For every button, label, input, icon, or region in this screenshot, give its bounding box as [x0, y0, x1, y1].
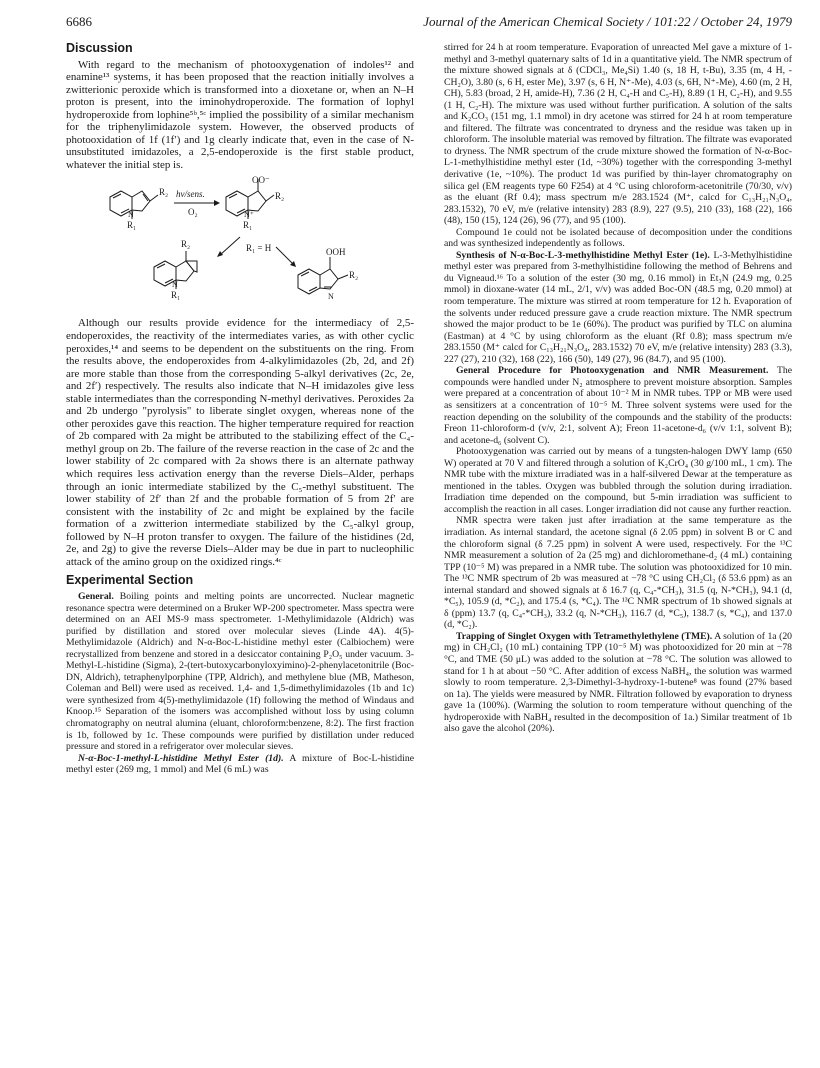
synthesis-1e-heading: Synthesis of N-α-Boc-L-3-methylhistidine Methyl Ester (1e). — [456, 249, 710, 261]
reaction-arrow-2 — [220, 237, 240, 255]
right-paragraph-6: NMR spectra were taken just after irradiation at the same temperature as the irradiation. As internal standard, the acetone signal (δ 2.05 ppm) in solvent B or C and the chloroform signal (δ 7.25 ppm) in solvent A were used, respectively. For the ¹³C NMR measurement a solution of 2a (25 mg) and dichloromethane-d₂ (4 mL) containing TPP (10⁻⁵ M) was prepared in a NMR tube. The solution was photooxidized for 10 min. The ¹³C NMR spectrum of 2b was measured at −78 °C using CH₂Cl₂ (δ 53.6 ppm) as an internal standard and showed signals at δ 16.7 (q, C₄-*CH₃), 31.5 (q, N-*CH₃), 94.1 (d, *C₅), 105.9 (d, *C₂), and 175.4 (s, *C₄). The ¹³C NMR spectrum of 1b showed signals at δ (ppm) 13.7 (q, C₄-*CH₃), 33.2 (q, N-*CH₃), 116.7 (d, *C₅), 138.7 (s, *C₄), and 137.0 (d, *C₂). — [444, 515, 792, 631]
discussion-paragraph-2: Although our results provide evidence for the intermediacy of 2,5-endoperoxides, the reactivity of the intermediates varies, as with other cyclic peroxides,¹⁴ and seems to be dependent on the substituents on the ring. From the results above, the endoperoxides from 4-alkylimidazoles (2b, 2d, and 2f) are more stable than those from the corresponding 5-alkyl derivatives (2c, 2e, and 2f′) respectively. The results also indicate that N–H imidazoles give less stable intermediates than the corresponding N-methyl derivatives. Peroxides 2a and 2b undergo "pyrolysis" to liberate singlet oxygen, whereas none of the other peroxides gave this reaction. The higher temperature required for reaction of 2b compared with 2a might be attributed to the stabilizing effect of the C₄-methyl group on 2b. The failure of the reverse reaction in the case of 2c and the lower stability of 2c compared with 2a shows there is an alternate pathway which requires less activation energy than the reverse Diels–Alder, perhaps through an ionic intermediate stabilized by the C₅-methyl substituent. The lower stability of 2f′ than 2f and the probable formation of 5 from 2f′ are consistent with the instability of 2c and might be explained by the facile formation of a zwitterion intermediate stabilized by the C₅-alkyl group, followed by N–H proton transfer to oxygen. The failure of the histidines (2d, 2e, and 2g) to give the reverse Diels–Alder may be due in part to nucleophilic attack of the amino group on the oxidized rings.⁴ᶜ — [66, 317, 414, 568]
left-column — [66, 42, 414, 776]
boc-paragraph — [66, 753, 414, 776]
hydroperoxide-structure — [298, 257, 348, 294]
photooxygenation-heading: General Procedure for Photooxygenation and NMR Measurement. — [456, 365, 769, 377]
right-paragraph-1: stirred for 24 h at room temperature. Evaporation of unreacted MeI gave a mixture of 1-methyl and 3-methyl quaternary salts of 1d in a quantitative yield. The NMR spectrum of the mixture showed signals at δ (CDCl₃, Me₄Si) 1.40 (s, 18 H, t-Bu), 3.35 (m, 4 H, -CH₂O), 3.80 (s, 6 H, ester Me), 3.97 (s, 6 H, N⁺-Me), 4.03 (s, 6H, N⁺-Me), 4.60 (m, 2 H, CH), 5.83 (broad, 2 H, amide-H), 7.36 (2 H, C₄-H and C₅-H), 8.89 (1 H, C₂-H), and 9.55 (1 H, C₂-H). The mixture was used without further purification. A solution of the salts and K₂CO₃ (151 mg, 1.1 mmol) in dry acetone was stirred for 24 h at room temperature and filtered. The filtrate was concentrated to dryness and the residue was taken up in chloroform. The insoluble material was removed by filtration. The filtrate was evaporated to dryness. The NMR spectrum of the crude mixture showed the formation of N-α-Boc-L-1-methylhistidine methyl ester (1d, ~30%) together with the corresponding 3-methyl derivative (1e, ~10%). The product 1d was purified by thin-layer chromatography on silica gel (EM reagents type 60 F254) at 4 °C using chloroform-acetonitrile (70/30, v/v) as the eluant (Rf 0.4); mass spectrum m/e 283.1524 (M⁺, calcd for C₁₃H₂₁N₃O₄, 283.1532), 70 eV, m/e (relative intensity) 283 (8.9), 227 (9.5), 210 (33), 168 (22), 166 (48), 150 (15), 124 (26), 96 (77), and 95 (100). — [444, 42, 793, 227]
photooxygenation-text: The compounds were handled under N₂ atmosphere to prevent moisture absorption. Samples were prepared at a concentration of about 10⁻² M in NMR tubes. TPP or MB were used as sensitizers at a concentration of 10⁻⁵ M. Three solvent systems were used for the reaction depending on the solubility of the compounds and the stability of the products: Freon 11-chloroform-d (v/v, 2:1, solvent A); Freon 11-acetone-d₆ (v/v 1:1, solvent B); and acetone-d₆ (solvent C). — [444, 365, 792, 446]
n-label-dioxetane: N — [172, 280, 178, 290]
discussion-heading: Discussion — [66, 41, 133, 55]
trapping-heading: Trapping of Singlet Oxygen with Tetramethylethylene (TME). — [456, 630, 713, 642]
n-label-hydroperoxide: N — [328, 292, 334, 302]
n-label-reactant: N — [128, 210, 134, 220]
o2-label: O₂ — [188, 207, 198, 218]
boc-text: A mixture of Boc-L-histidine methyl ester (269 mg, 1 mmol) and MeI (6 mL) was — [66, 752, 414, 776]
arrowhead-1 — [214, 200, 220, 206]
right-column — [444, 42, 792, 735]
trapping-text: A solution of 1a (20 mg) in CH₂Cl₂ (10 mL) containing TPP (10⁻⁵ M) was photooxidized for 20 min at −78 °C, and TME (50 μL) was added to the solution at −78 °C. The solution was allowed to stand for 1 h at about −50 °C. After addition of excess NaBH₄, the solution was warmed slowly to room temperature. 2,3-Dimethyl-3-hydroxy-1-butene⁸ was found (27% based on 1a). The yields were measured by NMR. Filtration followed by evaporation to dryness gave 1a (100%). (Warming the solution to room temperature without quenching of the hydroperoxide with NaBH₄ resulted in the decomposition of 1a.) Similar treatment of 1b also gave the alcohol (20%). — [444, 630, 793, 735]
reaction-scheme-drawing — [66, 175, 414, 309]
right-paragraph-4 — [444, 365, 792, 446]
right-paragraph-2: Compound 1e could not be isolated because of decomposition under the conditions and was synthesized independently as follows. — [444, 226, 792, 250]
arrowhead-2 — [217, 251, 223, 257]
discussion-paragraph-1: With regard to the mechanism of photooxygenation of indoles¹² and enamine¹³ systems, it has been proposed that the reaction initially involves a zwitterionic peroxide which is transformed into a dioxetane or, when an N–H proton is present, into the iminohydroperoxide. The formation of lophyl hydroperoxide from lophine⁵ᵇ,⁵ᶜ implied the possibility of a similar mechanism for the triphenylimidazole system. However, the observed products of photooxidation of 1f (1f′) and 1g clearly indicate that, even in the case of N-unsubstituted imidazoles, a 2,5-endoperoxide is the first stable product, whatever the initial step is. — [66, 58, 414, 171]
page-number: 6686 — [66, 14, 92, 29]
right-paragraph-5: Photooxygenation was carried out by means of a tungsten-halogen DWY lamp (650 W) operated at 70 V and filtered through a solution of K₂CrO₄ (30 g/100 mL, 1 cm). The NMR tube with the mixture irradiated was in a half-silvered Dewar at the temperature as mentioned in the tables. Oxygen was bubbled through the solution during irradiation. Irradiation time depended on the compound, but 5-min irradiation was sufficient to accomplish the reaction in all cases. Longer irradiation did not cause any further reaction. — [444, 446, 792, 515]
experimental-text — [66, 591, 414, 776]
r1-label-zwitterion: R₁ — [243, 220, 253, 231]
general-text: Boiling points and melting points are uncorrected. Nuclear magnetic resonance spectra were determined on a Bruker WP-200 spectrometer. Mass spectra were determined on an AEI MS-9 mass spectrometer. 1-Methylimidazole (Aldrich) was purified by distillation and stored over molecular sieves (Linde 4A). 4(5)-Methylimidazole (Aldrich) and N-α-Boc-L-histidine methyl ester (Calbiochem) were recrystallized from benzene and stored in a desiccator containing P₂O₅ under vacuum. 3-Methyl-L-histidine (Sigma), 2-(tert-butoxycarbonyloxyimino)-2-phenylacetonitrile (Boc-DN, Aldrich), tetraphenylporphine (TPP, Aldrich), and methylene blue (MB, Matheson, Coleman and Bell) were used as received. 1,4- and 1,5-dimethylimidazoles (1b and 1c) were synthesized from 4(5)-methylimidazole (1f) following the method of Windaus and Knoop.¹⁵ Separation of the isomers was accomplished without loss by using column chromatography on neutral alumina (eluant, chloroform:benzene, 8:2). The first fraction is 1b, followed by 1c. These compounds were purified by distillation under reduced pressure and stored in a refrigerator over molecular sieves. — [66, 590, 414, 753]
page-header — [66, 14, 792, 32]
reaction-scheme — [66, 175, 414, 309]
right-paragraph-7 — [444, 631, 792, 735]
general-runin-heading: General. — [78, 590, 114, 602]
r2-label-hydroperoxide: R₂ — [349, 270, 359, 281]
oo-minus-label: OO⁻ — [252, 175, 270, 186]
r2-label-zwitterion: R₂ — [275, 191, 285, 202]
r1-label-reactant: R₁ — [127, 220, 137, 231]
n-plus-label: N⁺ — [244, 210, 254, 220]
r1-equals-h-label: R₁ = H — [246, 243, 272, 254]
boc-runin-heading: N-α-Boc-1-methyl-L-histidine Methyl Ester (1d). — [78, 752, 284, 764]
hv-sens-label: hν/sens. — [176, 189, 205, 200]
reaction-arrow-3 — [276, 247, 294, 265]
experimental-heading: Experimental Section — [66, 573, 194, 588]
r2-label-dioxetane: R₂ — [181, 239, 191, 250]
right-paragraph-3 — [444, 250, 792, 365]
general-paragraph — [66, 591, 414, 753]
ooh-label: OOH — [326, 247, 346, 258]
reactant-imidazole-structure — [110, 191, 158, 219]
r2-label-reactant: R₂ — [159, 187, 169, 198]
r1-label-dioxetane: R₁ — [171, 290, 181, 301]
synthesis-1e-text: L-3-Methylhistidine methyl ester was prepared from 3-methylhistidine following the method of Behrens and du Vigneaud.¹⁶ To a solution of the ester (30 mg, 0.16 mmol) in Et₃N (24.9 mg, 0.25 mmol) in dioxane-water (14 mL, 2/1, v/v) was added Boc-ON (48.5 mg, 0.20 mmol) at room temperature. The mixture was stirred at room temperature for 12 h. Evaporation of the solvents under reduced pressure gave a crude reaction mixture. The NMR spectrum showed the major product to be 1e (60%). The product was purified by TLC on alumina (Eastman) at 4 °C by using chloroform as the eluant (Rf 0.8); mass spectrum m/e 283.1550 (M⁺ calcd for C₁₃H₂₁N₃O₄, 283.1532) 70 eV, m/e (relative intensity) 283 (3.3), 227 (27), 210 (32), 168 (22), 166 (50), 149 (27), 96 (84.7), and 95 (100). — [444, 249, 793, 365]
journal-running-head: Journal of the American Chemical Society / 101:22 / October 24, 1979 — [423, 14, 792, 29]
